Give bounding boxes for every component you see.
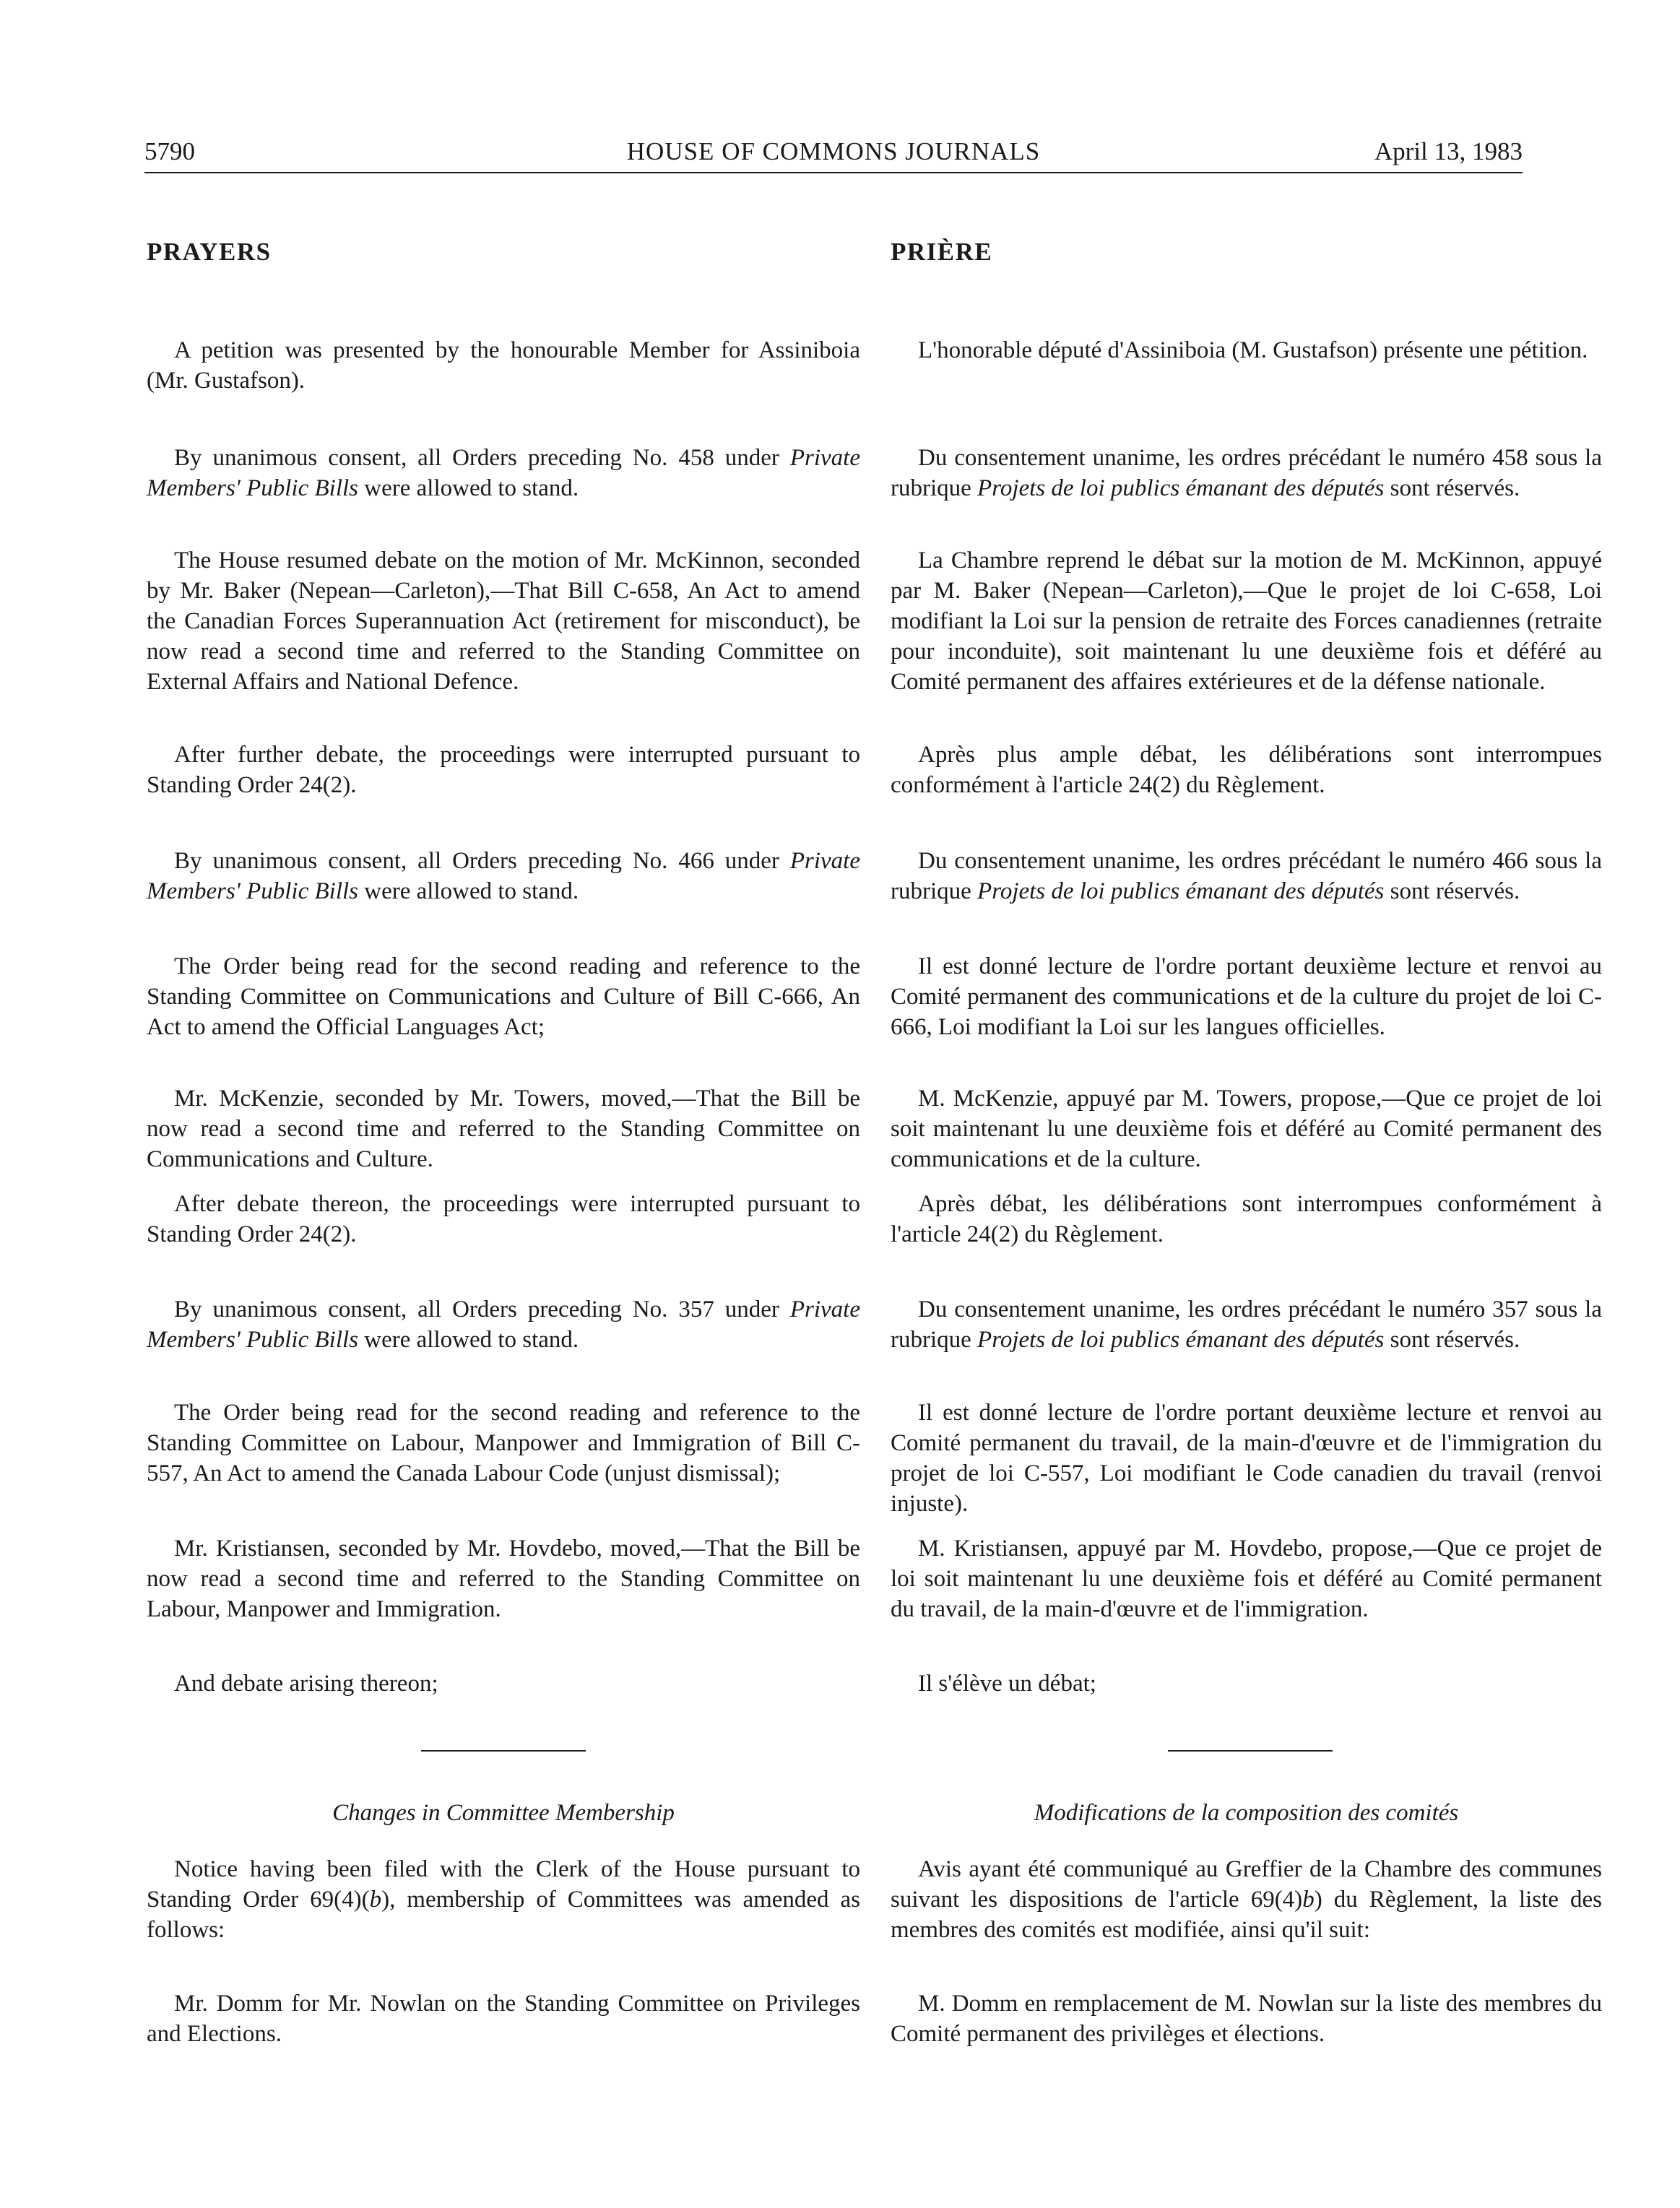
- page-number: 5790: [144, 137, 195, 165]
- en-section-divider: [421, 1750, 586, 1752]
- en-consent-466-text-b: were allowed to stand.: [358, 878, 579, 904]
- fr-consent-paragraph-466: [891, 846, 1602, 906]
- fr-order-bill-c557-paragraph: Il est donné lecture de l'ordre portant deuxième lecture et renvoi au Comité permanent du travail, de la main-d'œuvre et de l'immigration du projet de loi C-557, Loi modifiant le Code canadien du travail (renvoi injuste).: [891, 1400, 1602, 1517]
- fr-consent-458-rubric: Projets de loi publics émanant des députés: [977, 475, 1385, 501]
- en-consent-357-text-a: By unanimous consent, all Orders preceding No. 357 under: [174, 1296, 790, 1322]
- en-notice-subclause: b: [369, 1887, 382, 1913]
- en-notice-text-b: ), membership of Committees was amended as follows:: [147, 1887, 860, 1943]
- fr-notice-text-b: ) du Règlement, la liste des membres des comités est modifiée, ainsi qu'il suit:: [891, 1887, 1602, 1943]
- en-consent-paragraph-357: [147, 1294, 860, 1355]
- en-interrupted-paragraph-1: After further debate, the proceedings were interrupted pursuant to Standing Order 24(2).: [147, 742, 860, 798]
- fr-interrupted-paragraph-2: Après débat, les délibérations sont interrompues conformément à l'article 24(2) du Règlement.: [891, 1191, 1602, 1247]
- fr-consent-357-text-b: sont réservés.: [1384, 1327, 1520, 1353]
- fr-consent-458-text-b: sont réservés.: [1384, 475, 1520, 501]
- priere-heading: PRIÈRE: [891, 238, 993, 266]
- en-notice-text-a: Notice having been filed with the Clerk of the House pursuant to Standing Order 69(4)(: [147, 1856, 860, 1913]
- fr-petition-paragraph: L'honorable député d'Assiniboia (M. Gustafson) présente une pétition.: [918, 337, 1588, 363]
- fr-consent-paragraph-357: [891, 1294, 1602, 1355]
- journal-title: HOUSE OF COMMONS JOURNALS: [626, 137, 1041, 165]
- fr-notice-subclause: b: [1302, 1887, 1315, 1913]
- running-head: [144, 134, 1523, 173]
- en-consent-458-rubric: Private Members' Public Bills: [147, 445, 860, 501]
- prayers-heading: PRAYERS: [147, 238, 272, 266]
- fr-mckenzie-motion-paragraph: M. McKenzie, appuyé par M. Towers, propose,—Que ce projet de loi soit maintenant lu une deuxième fois et déféré au Comité permanent des communications et de la culture.: [891, 1086, 1602, 1172]
- fr-interrupted-paragraph-1: Après plus ample débat, les délibérations sont interrompues conformément à l'article 24(2) du Règlement.: [891, 742, 1602, 798]
- en-membership-change-paragraph: Mr. Domm for Mr. Nowlan on the Standing Committee on Privileges and Elections.: [147, 1991, 860, 2047]
- en-interrupted-paragraph-2: After debate thereon, the proceedings were interrupted pursuant to Standing Order 24(2).: [147, 1191, 860, 1247]
- en-consent-466-text-a: By unanimous consent, all Orders preceding No. 466 under: [174, 848, 790, 874]
- en-debate-arising-paragraph: And debate arising thereon;: [174, 1671, 438, 1697]
- fr-consent-458-text-a: Du consentement unanime, les ordres précédant le numéro 458 sous la rubrique: [891, 445, 1602, 501]
- en-order-bill-c557-paragraph: The Order being read for the second reading and reference to the Standing Committee on Labour, Manpower and Immigration of Bill C-557, An Act to amend the Canada Labour Code (unjust dismissal);: [147, 1400, 860, 1486]
- fr-section-title: Modifications de la composition des comités: [1034, 1800, 1459, 1826]
- fr-membership-change-paragraph: M. Domm en remplacement de M. Nowlan sur la liste des membres du Comité permanent des privilèges et élections.: [891, 1991, 1602, 2047]
- en-section-title: Changes in Committee Membership: [332, 1800, 675, 1826]
- fr-consent-357-rubric: Projets de loi publics émanant des députés: [977, 1327, 1385, 1353]
- en-kristiansen-motion-paragraph: Mr. Kristiansen, seconded by Mr. Hovdebo, moved,—That the Bill be now read a second time and referred to the Standing Committee on Labour, Manpower and Immigration.: [147, 1536, 860, 1622]
- page-date: April 13, 1983: [1374, 137, 1523, 165]
- fr-order-bill-c666-paragraph: Il est donné lecture de l'ordre portant deuxième lecture et renvoi au Comité permanent des communications et de la culture du projet de loi C-666, Loi modifiant la Loi sur les langues officielles.: [891, 953, 1602, 1040]
- fr-notice-text-a: Avis ayant été communiqué au Greffier de la Chambre des communes suivant les dispositions de l'article 69(4): [891, 1856, 1602, 1913]
- fr-consent-466-text-b: sont réservés.: [1384, 878, 1520, 904]
- en-consent-466-rubric: Private Members' Public Bills: [147, 848, 860, 904]
- en-consent-paragraph-458: [147, 443, 860, 503]
- en-consent-357-text-b: were allowed to stand.: [358, 1327, 579, 1353]
- en-consent-357-rubric: Private Members' Public Bills: [147, 1296, 860, 1353]
- fr-debate-resumed-paragraph: La Chambre reprend le débat sur la motion de M. McKinnon, appuyé par M. Baker (Nepean—Carleton),—Que le projet de loi C-658, Loi modifiant la Loi sur la pension de retraite des Forces canadiennes (retraite pour inconduite), soit maintenant lu une deuxième fois et déféré au Comité permanent des affaires extérieures et de la défense nationale.: [891, 547, 1602, 695]
- fr-notice-paragraph: [891, 1854, 1602, 1945]
- en-notice-paragraph: [147, 1854, 860, 1945]
- en-debate-resumed-paragraph: The House resumed debate on the motion of Mr. McKinnon, seconded by Mr. Baker (Nepean—Carleton),—That Bill C-658, An Act to amend the Canadian Forces Superannuation Act (retirement for misconduct), be now read a second time and referred to the Standing Committee on External Affairs and National Defence.: [147, 547, 860, 695]
- en-consent-458-text-a: By unanimous consent, all Orders preceding No. 458 under: [174, 445, 790, 471]
- fr-consent-466-rubric: Projets de loi publics émanant des députés: [977, 878, 1385, 904]
- fr-kristiansen-motion-paragraph: M. Kristiansen, appuyé par M. Hovdebo, propose,—Que ce projet de loi soit maintenant lu une deuxième fois et déféré au Comité permanent du travail, de la main-d'œuvre et de l'immigration.: [891, 1536, 1602, 1622]
- fr-consent-466-text-a: Du consentement unanime, les ordres précédant le numéro 466 sous la rubrique: [891, 848, 1602, 904]
- fr-debate-arising-paragraph: Il s'élève un débat;: [918, 1671, 1096, 1697]
- en-mckenzie-motion-paragraph: Mr. McKenzie, seconded by Mr. Towers, moved,—That the Bill be now read a second time and referred to the Standing Committee on Communications and Culture.: [147, 1086, 860, 1172]
- en-order-bill-c666-paragraph: The Order being read for the second reading and reference to the Standing Committee on Communications and Culture of Bill C-666, An Act to amend the Official Languages Act;: [147, 953, 860, 1040]
- en-consent-458-text-b: were allowed to stand.: [358, 475, 579, 501]
- en-consent-paragraph-466: [147, 846, 860, 906]
- fr-consent-357-text-a: Du consentement unanime, les ordres précédant le numéro 357 sous la rubrique: [891, 1296, 1602, 1353]
- fr-section-divider: [1168, 1750, 1333, 1752]
- fr-consent-paragraph-458: [891, 443, 1602, 503]
- en-petition-paragraph: A petition was presented by the honourable Member for Assiniboia (Mr. Gustafson).: [147, 337, 860, 394]
